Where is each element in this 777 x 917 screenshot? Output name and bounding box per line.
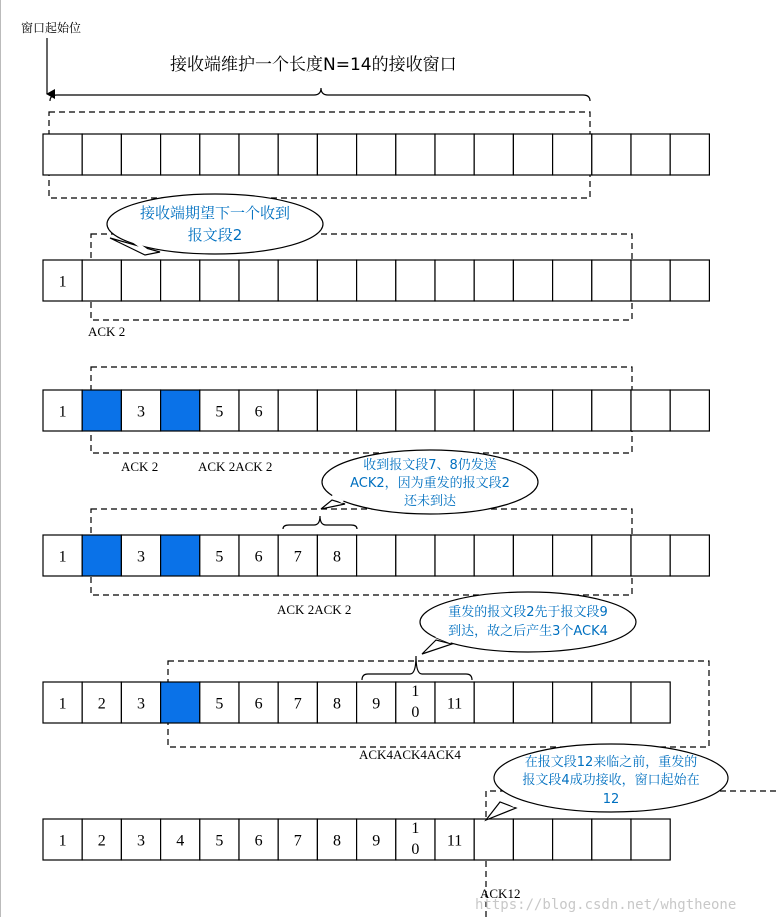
window-brace <box>50 88 590 101</box>
segment-cell <box>553 260 592 301</box>
segment-cell <box>631 682 670 723</box>
segment-number: 9 <box>372 695 381 713</box>
segment-number: 7 <box>293 695 302 713</box>
segment-cell <box>82 390 121 431</box>
bubble-4-line-1: 在报文段12来临之前，重发的 <box>524 755 698 770</box>
segment-cell <box>474 134 513 175</box>
segment-cell <box>200 134 239 175</box>
segment-cell <box>513 134 552 175</box>
segment-cell <box>474 260 513 301</box>
segment-row <box>43 134 709 175</box>
segment-cell <box>631 390 670 431</box>
segment-cell <box>670 390 709 431</box>
segment-number: 6 <box>254 403 263 421</box>
segment-cell <box>553 134 592 175</box>
segment-number: 7 <box>293 832 302 850</box>
segment-cell <box>239 134 278 175</box>
segment-cell <box>474 390 513 431</box>
segment-cell <box>82 134 121 175</box>
segment-number: 0 <box>411 841 420 858</box>
segment-cell <box>278 134 317 175</box>
diagram-title: 接收端维护一个长度N=14的接收窗口 <box>170 55 457 75</box>
segment-row <box>43 682 670 723</box>
segment-cell <box>513 390 552 431</box>
segment-cell <box>396 390 435 431</box>
segment-number: 6 <box>254 832 263 850</box>
segment-number: 1 <box>58 403 67 421</box>
segment-cell <box>396 134 435 175</box>
bubble-1-line-1: 接收端期望下一个收到 <box>139 204 291 222</box>
segment-cell <box>239 260 278 301</box>
segment-number: 1 <box>58 832 67 850</box>
segment-cell <box>396 535 435 576</box>
segment-number: 1 <box>58 273 67 291</box>
segment-number: 1 <box>411 683 420 700</box>
segment-cell <box>474 535 513 576</box>
segment-cell <box>474 819 513 860</box>
segment-number: 6 <box>254 548 263 566</box>
segment-cell <box>357 535 396 576</box>
ack-label-row-3b: ACK 2ACK 2 <box>198 459 273 474</box>
segment-cell <box>161 390 200 431</box>
bubble-2-line-3: 还未到达 <box>403 494 457 509</box>
bubble-2-line-1: 收到报文段7、8仍发送 <box>363 458 497 473</box>
segment-number: 8 <box>333 695 341 713</box>
segment-number: 11 <box>446 695 463 713</box>
segment-cell <box>121 260 160 301</box>
segment-number: 3 <box>137 548 145 566</box>
segment-cell <box>396 260 435 301</box>
segment-cell <box>317 134 356 175</box>
segment-number: 0 <box>411 704 420 721</box>
segment-cell <box>435 390 474 431</box>
segment-number: 7 <box>293 548 302 566</box>
segment-cell <box>631 535 670 576</box>
segment-number: 8 <box>333 548 341 566</box>
segment-cell <box>317 260 356 301</box>
segment-cell <box>513 260 552 301</box>
segment-number: 5 <box>215 832 224 850</box>
segment-cell <box>435 134 474 175</box>
bubble-3-line-1: 重发的报文段2先于报文段9 <box>448 605 608 620</box>
segment-cell <box>631 134 670 175</box>
segment-cell <box>435 260 474 301</box>
segment-cell <box>161 260 200 301</box>
segment-number: 5 <box>215 548 224 566</box>
segment-number: 1 <box>58 548 67 566</box>
segment-cell <box>670 260 709 301</box>
bubble-2-line-2: ACK2，因为重发的报文段2 <box>350 476 510 491</box>
segment-cell <box>592 535 631 576</box>
segment-cell <box>513 819 552 860</box>
segment-number: 3 <box>137 695 145 713</box>
segment-number: 5 <box>215 695 224 713</box>
segment-cell <box>592 819 631 860</box>
segment-row <box>43 819 670 860</box>
segment-cell <box>553 682 592 723</box>
segment-number: 2 <box>97 695 106 713</box>
segment-cell <box>592 134 631 175</box>
segment-cell <box>357 390 396 431</box>
segment-cell <box>317 390 356 431</box>
segment-cell <box>121 134 160 175</box>
ack-label-row-3a: ACK 2 <box>121 459 159 474</box>
segment-number: 5 <box>215 403 224 421</box>
window-start-label: 窗口起始位 <box>21 21 82 35</box>
segment-number: 8 <box>333 832 341 850</box>
segment-cell <box>553 390 592 431</box>
segment-cell <box>161 134 200 175</box>
ack-label-row-5: ACK4ACK4ACK4 <box>359 747 461 762</box>
segment-cell <box>553 819 592 860</box>
segment-cell <box>200 260 239 301</box>
segment-row <box>43 260 709 301</box>
segment-cell <box>631 819 670 860</box>
segment-cell <box>474 682 513 723</box>
segments-9-11-brace <box>362 656 472 680</box>
segment-number: 2 <box>97 832 106 850</box>
segment-number: 11 <box>446 832 463 850</box>
segment-cell <box>553 535 592 576</box>
ack-label-row-4: ACK 2ACK 2 <box>277 602 352 617</box>
segment-row <box>43 535 709 576</box>
callout-bubble-1 <box>107 194 323 255</box>
watermark: https://blog.csdn.net/whgtheone <box>475 897 737 913</box>
segment-cell <box>513 535 552 576</box>
callout-bubble-2 <box>321 450 538 514</box>
segment-cell <box>670 535 709 576</box>
segment-number: 1 <box>411 820 420 837</box>
ack-label-row-6: ACK12 <box>480 886 521 901</box>
segment-number: 1 <box>58 695 67 713</box>
bubble-3-line-2: 到达，故之后产生3个ACK4 <box>448 624 608 639</box>
segment-cell <box>435 535 474 576</box>
segment-number: 9 <box>372 832 381 850</box>
segment-cell <box>592 260 631 301</box>
segments-7-8-brace <box>283 516 357 529</box>
bubble-1-line-2: 报文段2 <box>187 226 243 244</box>
callout-bubble-4 <box>486 744 728 820</box>
segment-cell <box>357 134 396 175</box>
segment-cell <box>82 535 121 576</box>
callout-bubble-3 <box>420 592 636 654</box>
bubble-4-line-3: 12 <box>602 792 620 807</box>
segment-cell <box>278 260 317 301</box>
ack-label-row-2: ACK 2 <box>88 324 126 339</box>
segment-cell <box>513 682 552 723</box>
segment-number: 4 <box>176 832 185 850</box>
segment-cell <box>161 535 200 576</box>
segment-number: 3 <box>137 403 145 421</box>
segment-cell <box>43 134 82 175</box>
segment-number: 3 <box>137 832 145 850</box>
segment-cell <box>161 682 200 723</box>
segment-cell <box>357 260 396 301</box>
segment-cell <box>670 134 709 175</box>
segment-cell <box>631 260 670 301</box>
segment-cell <box>82 260 121 301</box>
segment-row <box>43 390 709 431</box>
segment-cell <box>278 390 317 431</box>
segment-cell <box>592 390 631 431</box>
segment-cell <box>592 682 631 723</box>
bubble-4-line-2: 报文段4成功接收，窗口起始在 <box>522 773 700 788</box>
segment-number: 6 <box>254 695 263 713</box>
